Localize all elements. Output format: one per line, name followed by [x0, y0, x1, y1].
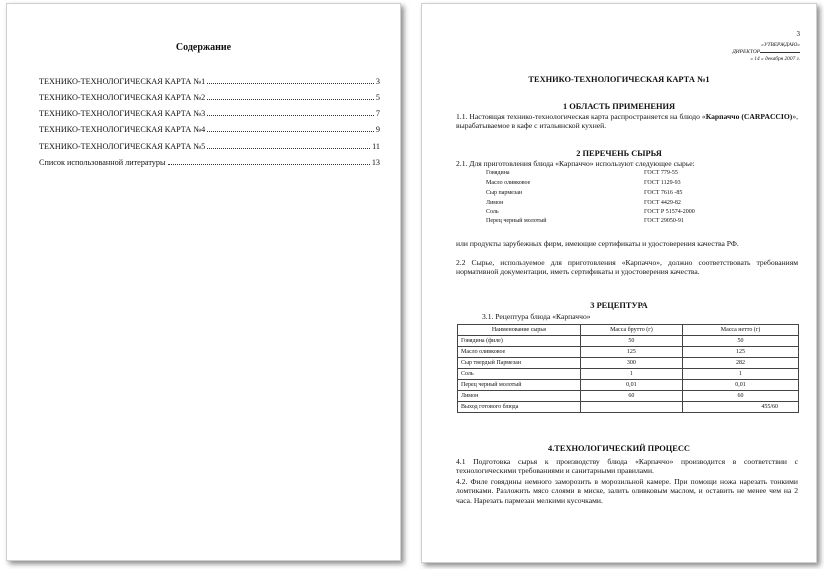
section-2-title: 2 ПЕРЕЧЕНЬ СЫРЬЯ	[576, 149, 662, 158]
toc-item[interactable]	[39, 106, 380, 118]
ingredient-gost: ГОСТ 7616 -85	[644, 190, 683, 196]
toc-item[interactable]	[39, 139, 380, 151]
table-header-row	[458, 325, 799, 336]
table-cell: 60	[580, 391, 682, 402]
toc-item-text: ТЕХНИКО-ТЕХНОЛОГИЧЕСКАЯ КАРТА №2	[39, 93, 206, 102]
section-3-title: 3 РЕЦЕПТУРА	[590, 301, 648, 310]
s1-text-a: 1.1. Настоящая технико-технологическая карта распространяется на блюдо «	[456, 112, 706, 121]
table-cell: 282	[683, 358, 799, 369]
toc-item-text: ТЕХНИКО-ТЕХНОЛОГИЧЕСКАЯ КАРТА №4	[39, 125, 206, 134]
section-1-text	[456, 112, 798, 131]
section-4-text2: 4.2. Филе говядины немного заморозить в морозильной камере. При помощи ножа нарезать тонкими ломтиками. Разложить мясо слоями в миске, залить оливковым маслом, и оставить не менее чем на 2 часа. Нарезать пармезан мелкими кусочками.	[456, 477, 798, 505]
toc-item[interactable]	[39, 122, 380, 134]
toc-item-page: 11	[372, 142, 380, 151]
table-cell: 1	[580, 369, 682, 380]
table-cell: Перец черный молотый	[458, 380, 581, 391]
table-cell: 50	[580, 336, 682, 347]
ingredient-gost: ГОСТ 4429-82	[644, 200, 681, 206]
table-cell: Масло оливковое	[458, 347, 581, 358]
table-row	[458, 369, 799, 380]
toc-item-text: ТЕХНИКО-ТЕХНОЛОГИЧЕСКАЯ КАРТА №5	[39, 142, 206, 151]
ingredient-name: Сыр пармезан	[486, 190, 523, 196]
approval-line1: «УТВЕРЖДАЮ»	[761, 42, 800, 48]
ingredient-name: Перец черный молотый	[486, 218, 547, 224]
table-cell: 125	[683, 347, 799, 358]
toc-item-text: ТЕХНИКО-ТЕХНОЛОГИЧЕСКАЯ КАРТА №3	[39, 109, 206, 118]
table-row	[458, 347, 799, 358]
toc-item-text: ТЕХНИКО-ТЕХНОЛОГИЧЕСКАЯ КАРТА №1	[39, 77, 206, 86]
toc-leader	[207, 114, 374, 116]
toc-item[interactable]	[39, 74, 380, 86]
toc-leader	[168, 163, 370, 165]
toc-item-text: Список использованной литературы	[39, 158, 166, 167]
ingredient-name: Соль	[486, 209, 499, 215]
document-title: ТЕХНИКО-ТЕХНОЛОГИЧЕСКАЯ КАРТА №1	[528, 75, 710, 84]
table-cell: Лимон	[458, 391, 581, 402]
section-4-text1: 4.1 Подготовка сырья к производству блюда «Карпаччо» производится в соответствии с технологическими требованиями и санитарными правилами.	[456, 457, 798, 476]
toc-item-page: 13	[371, 158, 380, 167]
ingredient-name: Говядина	[486, 170, 510, 176]
toc-item[interactable]	[39, 90, 380, 102]
table-cell: 50	[683, 336, 799, 347]
approval-line2-text: ДИРЕКТОР	[732, 49, 760, 55]
ingredient-name: Масло оливковое	[486, 180, 531, 186]
section-2-intro: 2.1. Для приготовления блюда «Карпаччо» используют следующее сырье:	[456, 159, 695, 168]
table-cell: Сыр твердый Пармезан	[458, 358, 581, 369]
s1-text-bold: Карпаччо (CARPACCIO)	[705, 112, 793, 121]
ingredient-gost: ГОСТ 779-55	[644, 170, 678, 176]
recipe-table	[457, 324, 799, 413]
right-page	[421, 3, 817, 563]
toc-leader	[207, 130, 374, 132]
s1-text-b: », вырабатываемое в кафе с итальянской кухней.	[456, 112, 799, 131]
approval-block	[732, 42, 800, 63]
table-cell: 300	[580, 358, 682, 369]
table-row	[458, 358, 799, 369]
table-cell: 0,01	[683, 380, 799, 391]
approval-line2	[732, 49, 800, 56]
table-row	[458, 380, 799, 391]
toc-item-page: 3	[375, 77, 380, 86]
toc-leader	[207, 98, 374, 100]
table-output-row	[458, 402, 799, 413]
table-cell: 0,01	[580, 380, 682, 391]
table-header-cell: Масса брутто (г)	[580, 325, 682, 336]
table-header-cell: Масса нетто (г)	[683, 325, 799, 336]
ingredient-name: Лимон	[486, 200, 504, 206]
section-2-text3: 2.2 Сырье, используемое для приготовления «Карпаччо», должно соответствовать требованиям нормативной документации, иметь сертификаты и удостоверения качества.	[456, 258, 798, 277]
table-header-cell: Наименование сырья	[458, 325, 581, 336]
section-3-subtitle: 3.1. Рецептура блюда «Карпаччо»	[482, 312, 591, 321]
page-number: 3	[796, 30, 800, 38]
section-1-title: 1 ОБЛАСТЬ ПРИМЕНЕНИЯ	[562, 102, 676, 111]
table-cell: Говядина (филе)	[458, 336, 581, 347]
table-cell: 125	[580, 347, 682, 358]
section-4-title: 4.ТЕХНОЛОГИЧЕСКИЙ ПРОЦЕСС	[548, 444, 690, 453]
table-output-value: 455/60	[683, 402, 799, 413]
toc-title: Содержание	[175, 42, 232, 53]
approval-line3: « 14 » декабря 2007 г.	[750, 56, 800, 62]
ingredient-gost: ГОСТ Р 51574-2000	[644, 209, 695, 215]
toc-leader	[207, 82, 374, 84]
table-row	[458, 336, 799, 347]
ingredient-gost: ГОСТ 29050-91	[644, 218, 684, 224]
table-row	[458, 391, 799, 402]
table-cell-empty	[580, 402, 682, 413]
toc-item[interactable]	[39, 155, 380, 167]
toc-leader	[207, 147, 370, 149]
ingredient-gost: ГОСТ 1129-93	[644, 180, 681, 186]
table-output-label: Выход готового блюда	[458, 402, 581, 413]
table-cell: 60	[683, 391, 799, 402]
toc-item-page: 7	[375, 109, 380, 118]
table-cell: 1	[683, 369, 799, 380]
left-page	[6, 3, 401, 561]
section-2-text2: или продукты зарубежных фирм, имеющие сертификаты и удостоверения качества РФ.	[456, 239, 739, 248]
toc-item-page: 5	[375, 93, 380, 102]
toc-item-page: 9	[375, 125, 380, 134]
table-cell: Соль	[458, 369, 581, 380]
